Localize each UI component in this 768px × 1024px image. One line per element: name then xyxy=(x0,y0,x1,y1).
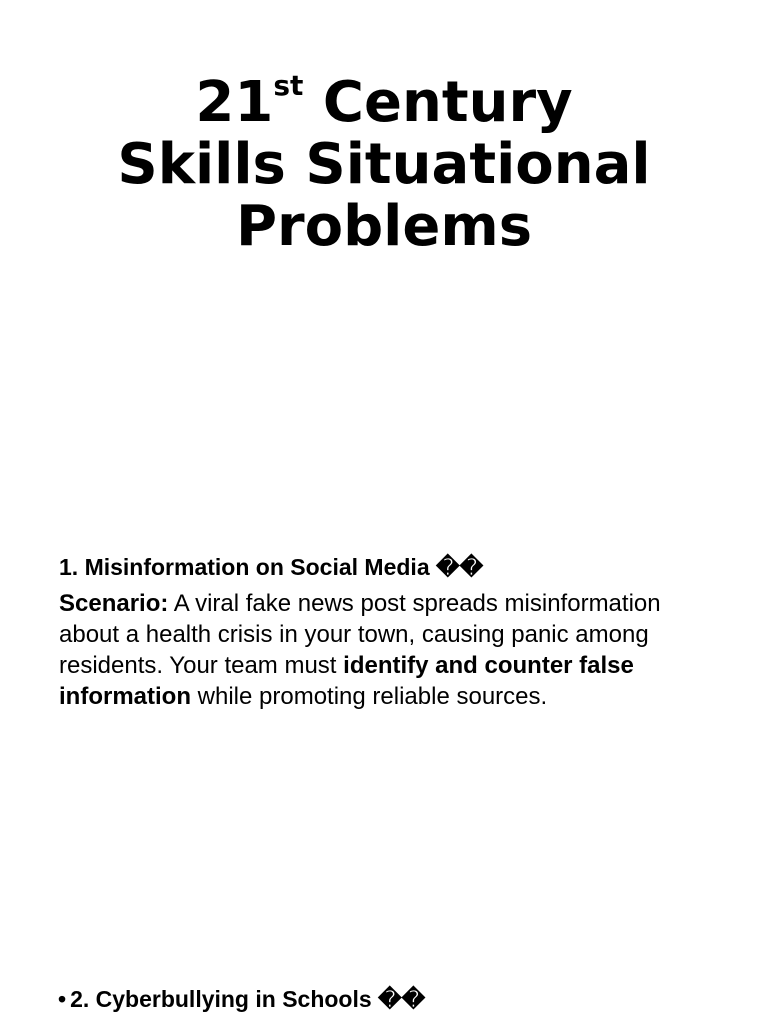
problem-2-heading: 2. Cyberbullying in Schools �� xyxy=(70,986,426,1012)
problem-1-heading: 1. Misinformation on Social Media �� xyxy=(59,554,484,580)
problem-1-scenario: Scenario: A viral fake news post spreads misinformation about a health crisis in your town, causing panic among residents. Your team must identify and counter false information while promoting reliable sources. xyxy=(59,590,661,710)
title-line-3: Problems xyxy=(235,194,533,259)
problem-1 xyxy=(59,552,699,712)
title-superscript: st xyxy=(273,69,304,102)
title-line-2: Skills Situational xyxy=(117,132,651,197)
scenario-label: Scenario: xyxy=(59,590,169,617)
problem-2 xyxy=(58,984,698,1014)
bullet-marker: • xyxy=(58,986,67,1012)
title-line-1: 21st Century xyxy=(195,69,573,135)
problem-2-bullet-item xyxy=(58,984,698,1014)
scenario-emphasis: identify and counter false information xyxy=(59,652,634,710)
page-title xyxy=(0,69,768,259)
